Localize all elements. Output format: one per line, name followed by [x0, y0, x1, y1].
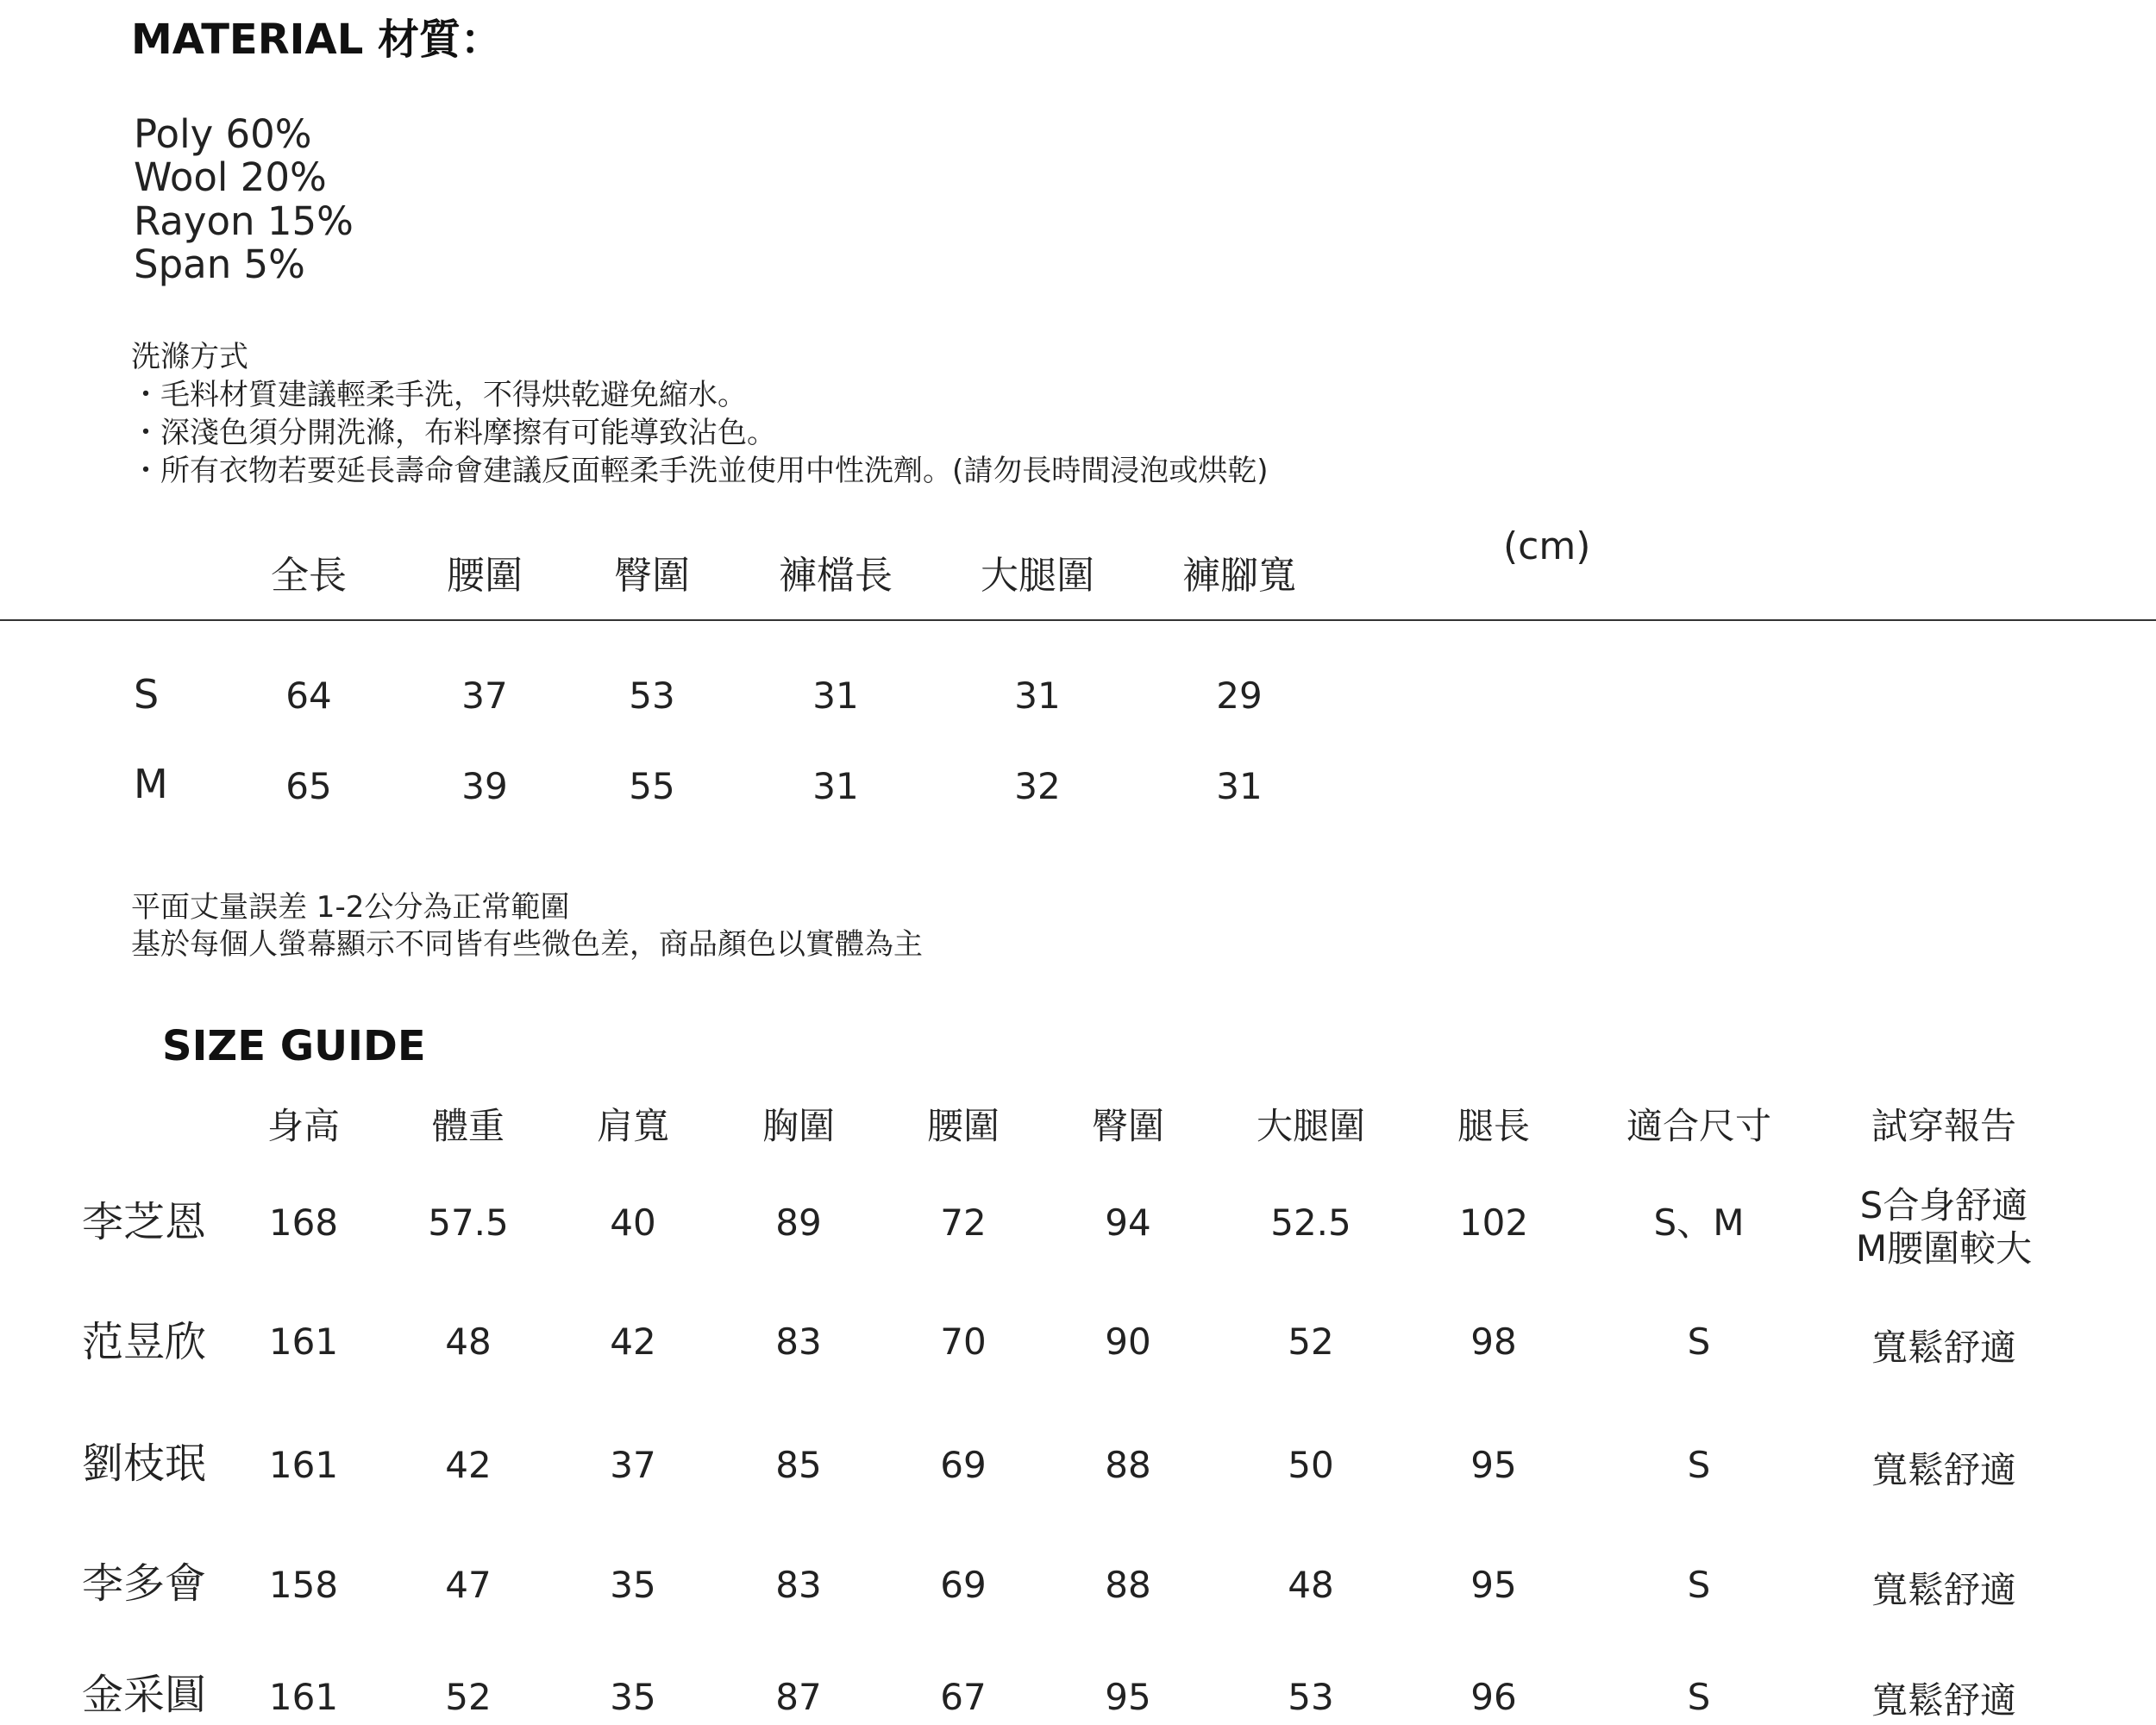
guide-cell: 35 — [610, 1676, 656, 1718]
model-name: 李多會 — [82, 1559, 207, 1608]
guide-cell: 98 — [1470, 1320, 1517, 1363]
guide-header: 腰圍 — [926, 1105, 1000, 1147]
guide-cell: 42 — [610, 1320, 656, 1363]
guide-cell: 42 — [445, 1444, 492, 1486]
measure-cell: 55 — [629, 765, 675, 807]
measure-header: 褲腳寬 — [1182, 554, 1296, 598]
table-divider — [0, 619, 2156, 621]
guide-cell: 52 — [1288, 1320, 1334, 1363]
fit-review — [1814, 1569, 2073, 1612]
guide-cell: 35 — [610, 1564, 656, 1606]
guide-header: 臀圍 — [1091, 1105, 1164, 1147]
guide-cell: S — [1687, 1320, 1711, 1363]
guide-header: 適合尺寸 — [1626, 1105, 1771, 1147]
fit-review-line: M腰圍較大 — [1855, 1227, 2033, 1270]
guide-header: 肩寬 — [596, 1105, 669, 1147]
guide-cell: 95 — [1470, 1444, 1517, 1486]
guide-cell: 158 — [268, 1564, 339, 1606]
guide-cell: 88 — [1105, 1564, 1151, 1606]
fit-review — [1814, 1327, 2073, 1370]
care-line: ・深淺色須分開洗滌，布料摩擦有可能導致沾色。 — [131, 416, 776, 450]
guide-cell: 48 — [445, 1320, 492, 1363]
guide-cell: 89 — [775, 1201, 822, 1244]
guide-cell: 83 — [775, 1564, 822, 1606]
measure-cell: 31 — [1216, 765, 1263, 807]
measure-cell: 31 — [812, 765, 859, 807]
guide-cell: 94 — [1105, 1201, 1151, 1244]
model-name: 范昱欣 — [82, 1318, 207, 1366]
guide-cell: S — [1687, 1676, 1711, 1718]
care-line: ・所有衣物若要延長壽命會建議反面輕柔手洗並使用中性洗劑。(請勿長時間浸泡或烘乾) — [131, 454, 1269, 488]
guide-cell: 69 — [940, 1564, 987, 1606]
measure-header: 全長 — [271, 554, 347, 598]
guide-cell: 67 — [940, 1676, 987, 1718]
guide-cell: S — [1687, 1564, 1711, 1606]
guide-header: 身高 — [266, 1105, 340, 1147]
guide-cell: 90 — [1105, 1320, 1151, 1363]
material-line-span: Span 5% — [134, 242, 305, 287]
model-name: 金采圓 — [82, 1671, 207, 1719]
guide-cell: 95 — [1470, 1564, 1517, 1606]
guide-cell: S — [1687, 1444, 1711, 1486]
model-name: 劉枝珉 — [82, 1440, 207, 1488]
guide-cell: 87 — [775, 1676, 822, 1718]
guide-header: 試穿報告 — [1871, 1105, 2016, 1147]
guide-cell: 161 — [268, 1320, 339, 1363]
measure-cell: 31 — [812, 674, 859, 717]
guide-cell: S、M — [1653, 1201, 1745, 1244]
guide-cell: 95 — [1105, 1676, 1151, 1718]
guide-cell: 57.5 — [428, 1201, 509, 1244]
measure-header: 大腿圍 — [981, 554, 1094, 598]
measure-cell: 31 — [1014, 674, 1061, 717]
guide-cell: 48 — [1288, 1564, 1334, 1606]
guide-header: 胸圍 — [761, 1105, 835, 1147]
measure-header: 腰圍 — [447, 554, 523, 598]
size-label: S — [134, 671, 160, 718]
color-note: 基於每個人螢幕顯示不同皆有些微色差，商品顏色以實體為主 — [131, 927, 923, 962]
measure-header: 臀圍 — [614, 554, 690, 598]
size-guide-title: SIZE GUIDE — [162, 1022, 426, 1070]
guide-cell: 96 — [1470, 1676, 1517, 1718]
fit-review-line: 寬鬆舒適 — [1871, 1679, 2016, 1722]
model-name: 李芝恩 — [82, 1198, 207, 1246]
material-line-rayon: Rayon 15% — [134, 198, 354, 244]
measure-header: 褲檔長 — [779, 554, 893, 598]
guide-cell: 88 — [1105, 1444, 1151, 1486]
measure-cell: 65 — [285, 765, 332, 807]
care-line: ・毛料材質建議輕柔手洗，不得烘乾避免縮水。 — [131, 378, 747, 412]
guide-cell: 37 — [610, 1444, 656, 1486]
material-title: MATERIAL 材質： — [131, 16, 502, 64]
guide-cell: 40 — [610, 1201, 656, 1244]
guide-cell: 70 — [940, 1320, 987, 1363]
unit-label: (cm) — [1503, 524, 1591, 568]
size-label: M — [134, 761, 168, 807]
material-line-poly: Poly 60% — [134, 111, 312, 157]
fit-review-line: 寬鬆舒適 — [1871, 1569, 2016, 1611]
guide-cell: 102 — [1458, 1201, 1529, 1244]
guide-cell: 161 — [268, 1676, 339, 1718]
guide-cell: 161 — [268, 1444, 339, 1486]
fit-review — [1814, 1184, 2073, 1271]
fit-review-line: 寬鬆舒適 — [1871, 1449, 2016, 1491]
guide-cell: 47 — [445, 1564, 492, 1606]
measure-cell: 64 — [285, 674, 332, 717]
measure-note: 平面丈量誤差 1-2公分為正常範圍 — [131, 890, 570, 925]
guide-cell: 85 — [775, 1444, 822, 1486]
guide-cell: 83 — [775, 1320, 822, 1363]
measure-cell: 53 — [629, 674, 675, 717]
guide-cell: 52.5 — [1270, 1201, 1351, 1244]
care-title: 洗滌方式 — [131, 340, 248, 374]
guide-header: 大腿圍 — [1256, 1105, 1365, 1147]
measure-cell: 32 — [1014, 765, 1061, 807]
fit-review — [1814, 1679, 2073, 1722]
guide-header: 腿長 — [1457, 1105, 1530, 1147]
guide-cell: 72 — [940, 1201, 987, 1244]
guide-cell: 168 — [268, 1201, 339, 1244]
measure-cell: 39 — [461, 765, 508, 807]
guide-header: 體重 — [431, 1105, 505, 1147]
measure-cell: 29 — [1216, 674, 1263, 717]
fit-review-line: 寬鬆舒適 — [1871, 1327, 2016, 1369]
measure-cell: 37 — [461, 674, 508, 717]
fit-review — [1814, 1449, 2073, 1492]
guide-cell: 50 — [1288, 1444, 1334, 1486]
guide-cell: 69 — [940, 1444, 987, 1486]
fit-review-line: S合身舒適 — [1859, 1184, 2028, 1226]
guide-cell: 52 — [445, 1676, 492, 1718]
material-line-wool: Wool 20% — [134, 154, 327, 200]
guide-cell: 53 — [1288, 1676, 1334, 1718]
